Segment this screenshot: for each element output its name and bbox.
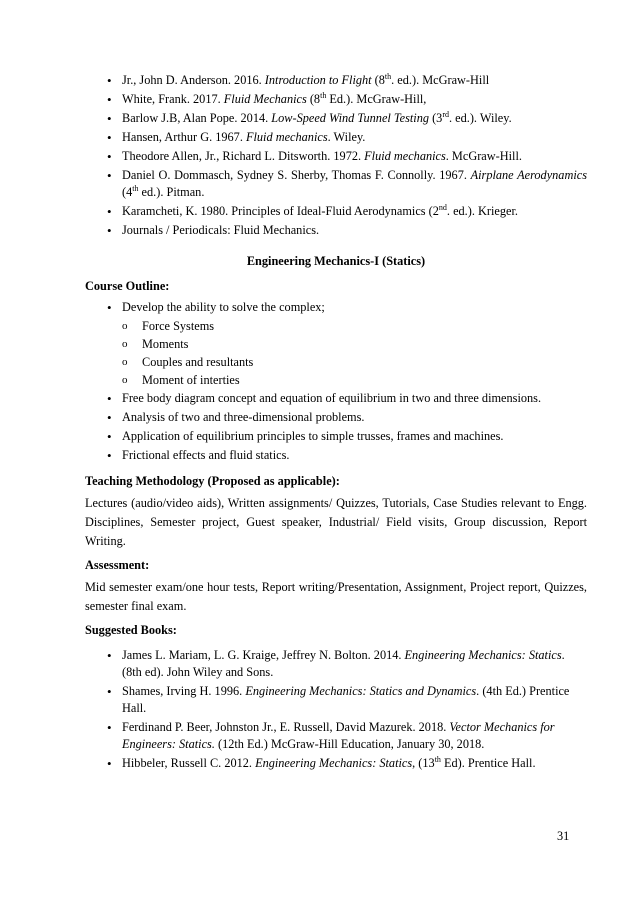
suggested-books-list bbox=[85, 647, 587, 772]
course-title: Engineering Mechanics-I (Statics) bbox=[246, 254, 426, 268]
course-outline-heading: Course Outline: bbox=[85, 279, 170, 293]
reference-item: • Daniel O. Dommasch, Sydney S. Sherby, Thomas F. Connolly. 1967. Airplane Aerodynamics (4th ed.). Pitman. bbox=[85, 167, 587, 201]
teaching-methodology-text: Lectures (audio/video aids), Written assignments/ Quizzes, Tutorials, Case Studies relevant to Engg. Disciplines, Semester project, Guest speaker, Industrial/ Field visits, Group discussion, Report Writing. bbox=[85, 496, 587, 548]
reference-item: • Hansen, Arthur G. 1967. Fluid mechanics. Wiley. bbox=[85, 129, 587, 146]
outline-item: • Frictional effects and fluid statics. bbox=[85, 447, 587, 464]
outline-subitem: o Force Systems bbox=[85, 318, 587, 335]
assessment-text: Mid semester exam/one hour tests, Report writing/Presentation, Assignment, Project report, Quizzes, semester final exam. bbox=[85, 580, 587, 613]
outline-item: • Free body diagram concept and equation of equilibrium in two and three dimensions. bbox=[85, 390, 587, 407]
outline-item: • Develop the ability to solve the complex; bbox=[85, 299, 587, 316]
reference-item: • Theodore Allen, Jr., Richard L. Ditsworth. 1972. Fluid mechanics. McGraw-Hill. bbox=[85, 148, 587, 165]
outline-item: • Analysis of two and three-dimensional problems. bbox=[85, 409, 587, 426]
book-item: • James L. Mariam, L. G. Kraige, Jeffrey N. Bolton. 2014. Engineering Mechanics: Statics. (8th ed). John Wiley and Sons. bbox=[85, 647, 587, 681]
suggested-books-heading: Suggested Books: bbox=[85, 623, 177, 637]
reference-item: • Journals / Periodicals: Fluid Mechanics. bbox=[85, 222, 587, 239]
reference-item: • Karamcheti, K. 1980. Principles of Ideal-Fluid Aerodynamics (2nd. ed.). Krieger. bbox=[85, 203, 587, 220]
reference-item: • White, Frank. 2017. Fluid Mechanics (8th Ed.). McGraw-Hill, bbox=[85, 91, 587, 108]
reference-list-fluids bbox=[85, 72, 587, 239]
assessment-heading: Assessment: bbox=[85, 558, 150, 572]
reference-item: • Jr., John D. Anderson. 2016. Introduction to Flight (8th. ed.). McGraw-Hill bbox=[85, 72, 587, 89]
book-item: • Ferdinand P. Beer, Johnston Jr., E. Russell, David Mazurek. 2018. Vector Mechanics for Engineers: Statics. (12th Ed.) McGraw-Hill Education, January 30, 2018. bbox=[85, 719, 587, 753]
outline-subitem: o Moment of interties bbox=[85, 372, 587, 389]
reference-item: • Barlow J.B, Alan Pope. 2014. Low-Speed Wind Tunnel Testing (3rd. ed.). Wiley. bbox=[85, 110, 587, 127]
outline-item: • Application of equilibrium principles to simple trusses, frames and machines. bbox=[85, 428, 587, 445]
page-number: 31 bbox=[557, 829, 570, 843]
book-item: • Hibbeler, Russell C. 2012. Engineering Mechanics: Statics, (13th Ed). Prentice Hall. bbox=[85, 755, 587, 772]
teaching-methodology-heading: Teaching Methodology (Proposed as applicable): bbox=[85, 474, 340, 488]
outline-subitem: o Couples and resultants bbox=[85, 354, 587, 371]
document-page bbox=[85, 72, 587, 774]
course-outline-list bbox=[85, 299, 587, 464]
book-item: • Shames, Irving H. 1996. Engineering Mechanics: Statics and Dynamics. (4th Ed.) Prentice Hall. bbox=[85, 683, 587, 717]
outline-subitem: o Moments bbox=[85, 336, 587, 353]
